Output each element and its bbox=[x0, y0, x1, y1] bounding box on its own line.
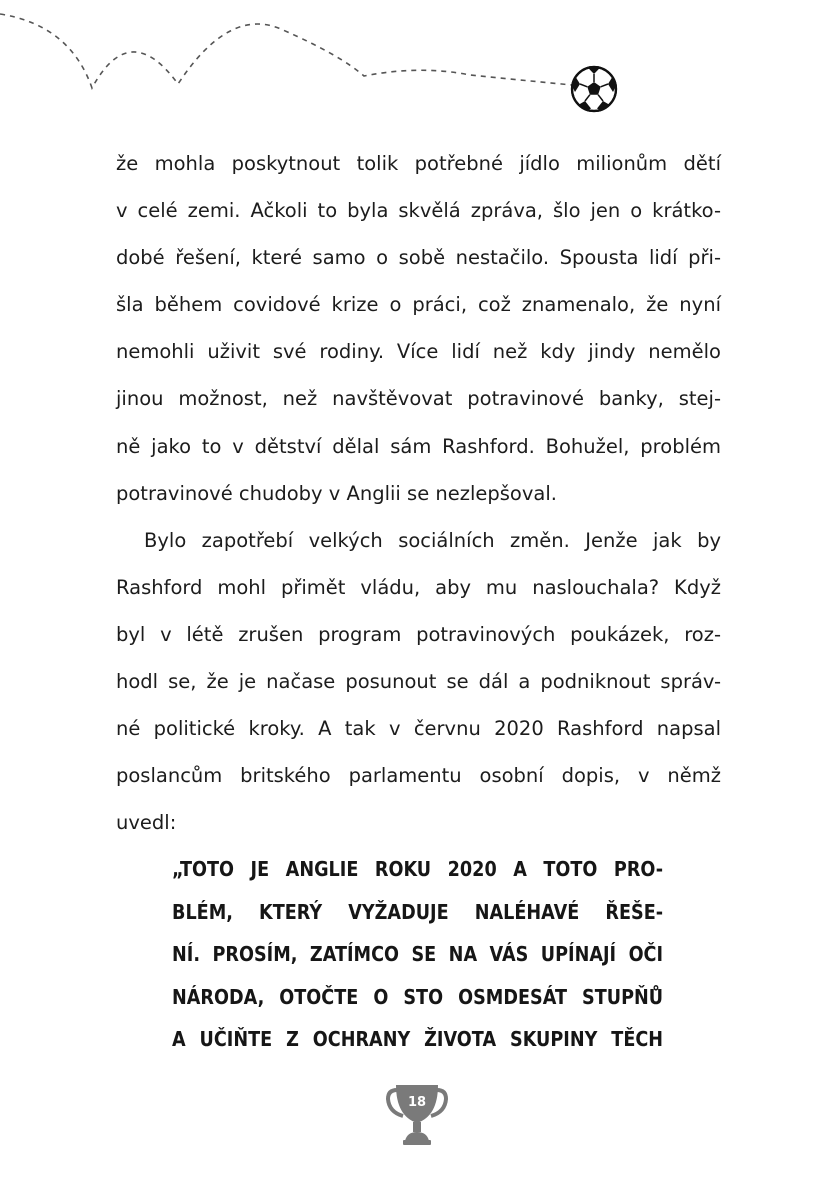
dashed-bounce-path bbox=[0, 14, 572, 88]
body-line: šla během covidové krize o práci, což znamenalo, že nyní bbox=[116, 293, 721, 317]
body-line: dobé řešení, které samo o sobě nestačilo. Spousta lidí při- bbox=[116, 246, 721, 270]
page-number-badge bbox=[386, 1082, 448, 1146]
body-line: né politické kroky. A tak v červnu 2020 Rashford napsal bbox=[116, 717, 721, 741]
soccer-ball-icon bbox=[572, 67, 616, 111]
block-quote bbox=[172, 848, 663, 1061]
soccer-ball-trajectory-decoration bbox=[0, 0, 836, 130]
body-line: ně jako to v dětství dělal sám Rashford. Bohužel, problém bbox=[116, 434, 721, 458]
body-line: že mohla poskytnout tolik potřebné jídlo milionům dětí bbox=[116, 152, 721, 175]
quote-line: NÁRODA, OTOČTE O STO OSMDESÁT STUPŇŮ bbox=[172, 984, 664, 1009]
body-line: potravinové chudoby v Anglii se nezlepšoval. bbox=[116, 481, 557, 505]
body-line: hodl se, že je načase posunout se dál a podniknout správ- bbox=[116, 670, 721, 694]
trophy-icon bbox=[386, 1082, 448, 1146]
body-line: uvedl: bbox=[116, 811, 177, 835]
body-text bbox=[116, 140, 721, 846]
body-line: byl v létě zrušen program potravinových poukázek, roz- bbox=[116, 622, 721, 646]
body-line: nemohli uživit své rodiny. Více lidí než kdy jindy nemělo bbox=[116, 340, 721, 364]
quote-line: A UČIŇTE Z OCHRANY ŽIVOTA SKUPINY TĚCH bbox=[172, 1027, 664, 1051]
body-line: v celé zemi. Ačkoli to byla skvělá zpráva, šlo jen o krátko- bbox=[116, 199, 721, 223]
quote-line: BLÉM, KTERÝ VYŽADUJE NALÉHAVÉ ŘEŠE- bbox=[172, 899, 664, 924]
body-line: Bylo zapotřebí velkých sociálních změn. Jenže jak by bbox=[144, 528, 721, 552]
page-number: 18 bbox=[407, 1095, 427, 1110]
body-line: jinou možnost, než navštěvovat potravinové banky, stej- bbox=[116, 387, 721, 411]
body-line: poslancům britského parlamentu osobní dopis, v němž bbox=[116, 764, 721, 788]
quote-line: „TOTO JE ANGLIE ROKU 2020 A TOTO PRO- bbox=[172, 857, 664, 881]
body-line: Rashford mohl přimět vládu, aby mu naslouchala? Když bbox=[116, 575, 721, 599]
quote-line: NÍ. PROSÍM, ZATÍMCO SE NA VÁS UPÍNAJÍ OČI bbox=[172, 942, 664, 966]
